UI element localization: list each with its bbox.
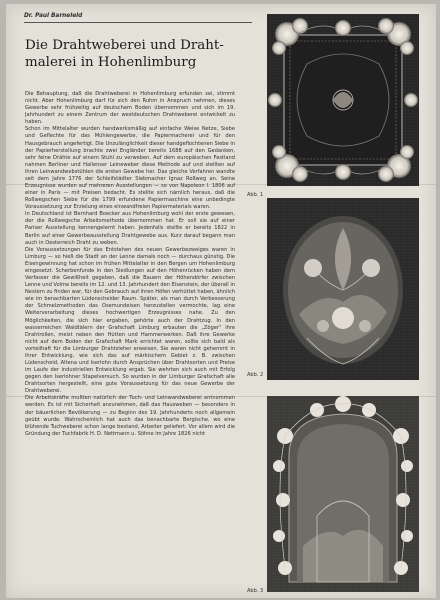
header-rule [24,22,252,23]
figure-2-wire-painting [267,198,419,380]
wire-painting-image [267,14,419,186]
figure-3-caption: Abb. 3 [247,588,264,594]
wire-painting-image [267,396,419,592]
figure-1-caption: Abb. 1 [247,192,264,198]
figure-1-wire-painting [267,14,419,186]
title-line-1: Die Drahtweberei und Draht- [25,38,224,53]
paragraph: Schon im Mittelalter wurden handwerksmäßig auf einfache Weise Netze, Siebe und Geflechte für das Mühlengewerbe, die Papiermacherei und für den Hausgebrauch angefertigt. Die Unzulänglichkeit dieser handgeflochtenen Siebe in der Papierherstellung brachte zwei Engländer bereits 1688 auf den Gedanken, sehr feine Drähte auf einem Stuhl zu verweben. Auf dem europäischen Festland nahmen Berliner und Hallenser Leineweber diese Methode auf und stellten auf ihren Leinwandwebstühlen die ersten Gewebe her. Das gleiche Verfahren wandte seit dem Jahre 1776 der Schleifstädter Siebmacher Ignaz Roßweg an. Seine Erzeugnisse wurden auf mehreren Ausstellungen — so von Napoleon I. 1806 auf einer in Paris — mit Preisen bedacht. Es stellte sich nämlich heraus, daß die Roßwegschen Siebe für die 1799 erfundene Papiermaschine eine unbedingte Voraussetzung zur Erzielung eines einwandfreien Papiermaterials waren. [25,126,235,211]
title-line-2: malerei in Hohenlimburg [25,55,197,70]
figure-2-caption: Abb. 2 [247,372,264,378]
article-page [6,4,436,598]
wire-painting-image [267,198,419,380]
article-body [25,91,235,591]
figure-3-wire-painting [267,396,419,592]
paragraph: Die Behauptung, daß die Drahtweberei in Hohenlimburg erfunden sei, stimmt nicht. Aber Hohenlimburg darf für sich den Ruhm in Anspruch nehmen, dieses Gewerbe sehr frühzeitig auf deutschem Boden übernommen und sich im 19. Jahrhundert zu einem Zentrum der westdeutschen Drahtweberei entwickelt zu haben. [25,91,235,126]
paragraph: Die Arbeitskräfte mußten natürlich der Tuch- und Leinwandweberei entnommen werden. Es ist mit Sicherheit anzunehmen, daß das Hausweben — besonders in der bäuerlichen Bevölkerung — zu Beginn des 19. Jahrhunderts noch allgemein geübt wurde. Wahrscheinlich hat auch das benachbarte Bergische, wo eine blühende Tuchweberei schon lange bestand, Arbeiter geliefert. Vor allem wird die Gründung der Tuchfabrik H. D. Nettmann u. Söhne im Jahre 1826 nicht [25,395,235,437]
paragraph: In Deutschland ist Bernhard Boecker aus Hohenlimburg wohl der erste gewesen, der die Roßwegsche Arbeitsmethode übernommen hat. Er soll sie auf einer Pariser Ausstellung kennengelernt haben. Jedenfalls stellte er bereits 1822 in Berlin auf einer Gewerbeausstellung Drahtgewebe aus. Kurz darauf begann man auch in Oesterreich Draht zu weben. [25,211,235,246]
article-title [25,37,260,71]
paragraph: Die Voraussetzungen für das Entstehen des neuen Gewerbezweiges waren in Limburg — so hieß die Stadt an der Lenne damals noch — durchaus günstig. Die Eisengewinnung hat schon im frühen Mittelalter in den Bergen um Hohenlimburg eingesetzt. Scherbenfunde in den Siedlungen auf den Höhenrücken haben dem Verfasser die Gewißheit gegeben, daß die Bauern der Höhendörfer zwischen Lenne und Volme bereits im 12. und 13. Jahrhundert den Eisenstein, der überall in Nestern zu finden war, für den Gebrauch auf ihren Höfen verhüttet haben, ähnlich wie im benachbarten Lüdenscheider Raum. Später, als man durch Verbesserung der Schmelzmethoden das Osemundeisen herzustellen vermochte, lag eine Weiterverarbeitung dieses hochwertigen Erzeugnisses nahe. Zu den Möglichkeiten, die sich hier ergaben, gehörte auch der Drahtzug. In den wasserreichen Waldtälern der Grafschaft Limburg erbauten die „Zöger“ ihre Drahtrollen, meist neben den Hütten und Hammerwerken. Daß ihre Gewerke nicht auf dem Boden der Grafschaft Mark errichtet waren, sollte sich bald als vorteilhaft für die Limburger Drahtzieher erweisen. Sie waren nicht gehemmt in ihrer Entwicklung, wie sich das auf märkischem Gebiet z. B. zwischen Lüdenscheid, Altena und Iserlohn durch Ansprüchen über Drahtsorten und Preise im Laufe der industriellen Entwicklung ergab. Sie wehrten sich auch mit Erfolg gegen den Iserlohner Stapelversuch. So wurden in der Limburger Grafschaft alle Drahtsorten hergestellt, eine gute Voraussetzung für das neue Gewerbe der Drahtweberei. [25,246,235,395]
author-name: Dr. Paul Barneleld [24,13,83,19]
